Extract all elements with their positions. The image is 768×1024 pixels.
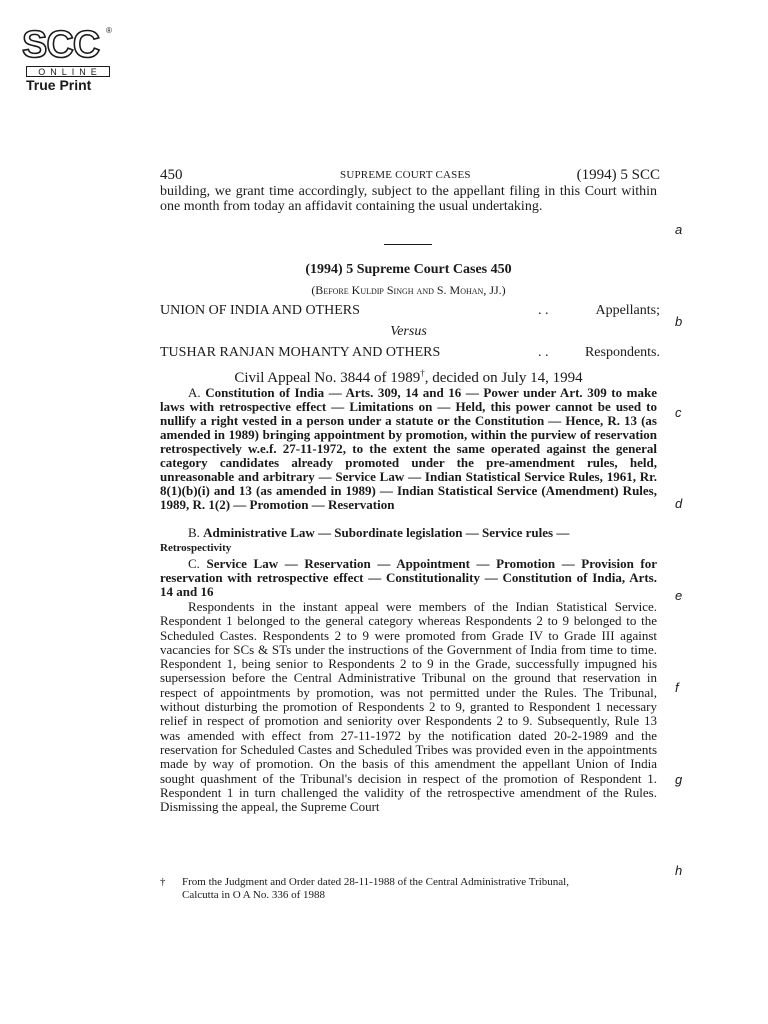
respondent-role: Respondents. xyxy=(584,345,660,360)
margin-letter-a: a xyxy=(675,222,683,237)
running-title: SUPREME COURT CASES xyxy=(340,169,471,181)
appeal-footnote-mark: † xyxy=(420,368,425,378)
margin-letter-c: c xyxy=(675,405,682,420)
footnote-line-1: From the Judgment and Order dated 28-11-1988 of the Central Administrative Tribunal, xyxy=(182,876,569,888)
headnote-c-text: Service Law — Reservation — Appointment — Promotion — Provision for reservation with retrospective effect — Constitutionality — Constitution of India, Arts. 14 and 16 xyxy=(160,556,658,599)
versus: Versus xyxy=(390,324,427,339)
margin-letter-h: h xyxy=(675,863,683,878)
logo-registered-mark: ® xyxy=(106,26,112,35)
margin-letter-b: b xyxy=(675,314,683,329)
report-citation: (1994) 5 SCC xyxy=(576,167,660,183)
margin-letter-f: f xyxy=(675,680,679,695)
footnote-line-2: Calcutta in O A No. 336 of 1988 xyxy=(182,889,325,901)
summary-paragraph xyxy=(160,600,657,814)
logo-tag: True Print xyxy=(26,77,92,93)
bench: (Before Kuldip Singh and S. Mohan, JJ.) xyxy=(311,283,506,297)
logo-brand: SCC xyxy=(22,24,100,66)
headnote-b-label: B. xyxy=(188,525,200,540)
appellant-dots: . . xyxy=(538,303,549,318)
logo-sub: ONLINE xyxy=(26,66,110,77)
headnote-b-text: Administrative Law — Subordinate legislation — Service rules — xyxy=(203,525,570,540)
summary-text: Respondents in the instant appeal were members of the Indian Statistical Service. Respondent 1 belonged to the general category whereas Respondents 2 to 9 belonged to the Scheduled Castes. Respondents 2 to 9 were promoted from Grade IV to Grade III against vacancies for SCs & STs under the instructions of the Government of India from time to time. Respondent 1, being senior to Respondents 2 to 9 in the Grade, successfully impugned his supersession before the Central Administrative Tribunal on the ground that reservation in respect of appointments by promotion, was not permitted under the Rules. The Tribunal, without disturbing the promotion of Respondents 2 to 9, granted to Respondent 1 necessary relief in respect of promotion and seniority over Respondents 2 to 9. Subsequently, Rule 13 was amended with effect from 27-11-1972 by the notification dated 20-2-1989 and the reservation for Scheduled Castes and Scheduled Tribes was provided even in the appointments made by way of promotion. On the basis of this amendment the appellant Union of India sought quashment of the Tribunal's decision in respect of the promotion of Respondent 1. Respondent 1 in turn challenged the validity of the retrospective amendment of the Rules. Dismissing the appeal, the Supreme Court xyxy=(160,599,657,815)
respondent-name: TUSHAR RANJAN MOHANTY AND OTHERS xyxy=(160,345,441,360)
headnote-c-label: C. xyxy=(188,556,200,571)
appellant-name: UNION OF INDIA AND OTHERS xyxy=(160,303,360,318)
headnote-a-text: Constitution of India — Arts. 309, 14 and 16 — Power under Art. 309 to make laws with retrospective effect — Limitations on — Held, this power cannot be used to nullify a right vested in a person under a statute or the Constitution — Hence, R. 13 (as amended in 1989) bringing appointment by promotion, within the purview of reservation retrospectively w.e.f. 27-11-1972, to the extent the same operated against the general category candidates already promoted under the pre-amendment rules, held, unreasonable and arbitrary — Service Law — Indian Statistical Service Rules, 1961, Rr. 8(1)(b)(i) and 13 (as amended in 1989) — Indian Statistical Service (Amendment) Rules, 1989, R. 1(2) — Promotion — Reservation xyxy=(160,385,658,512)
separator-rule xyxy=(384,244,432,245)
headnote-a xyxy=(160,386,657,512)
margin-letter-d: d xyxy=(675,496,683,511)
previous-judgment-text: building, we grant time accordingly, subject to the appellant filing in this Court within one month from today an affidavit containing the usual undertaking. xyxy=(160,184,657,214)
margin-letter-e: e xyxy=(675,588,683,603)
footnote xyxy=(160,876,657,902)
headnote-a-label: A. xyxy=(188,385,201,400)
appeal-date: , decided on July 14, 1994 xyxy=(424,370,583,386)
scc-online-logo xyxy=(22,24,122,93)
case-citation: (1994) 5 Supreme Court Cases 450 xyxy=(305,262,512,277)
headnote-b-tail: Retrospectivity xyxy=(160,542,232,554)
appellant-role: Appellants; xyxy=(595,303,660,318)
respondent-dots: . . xyxy=(538,345,549,360)
appeal-number: Civil Appeal No. 3844 of 1989 xyxy=(234,370,421,386)
page-number: 450 xyxy=(160,167,183,183)
headnote-c xyxy=(160,557,657,599)
headnote-b xyxy=(160,526,657,555)
margin-letter-g: g xyxy=(675,772,683,787)
footnote-mark: † xyxy=(160,876,166,888)
